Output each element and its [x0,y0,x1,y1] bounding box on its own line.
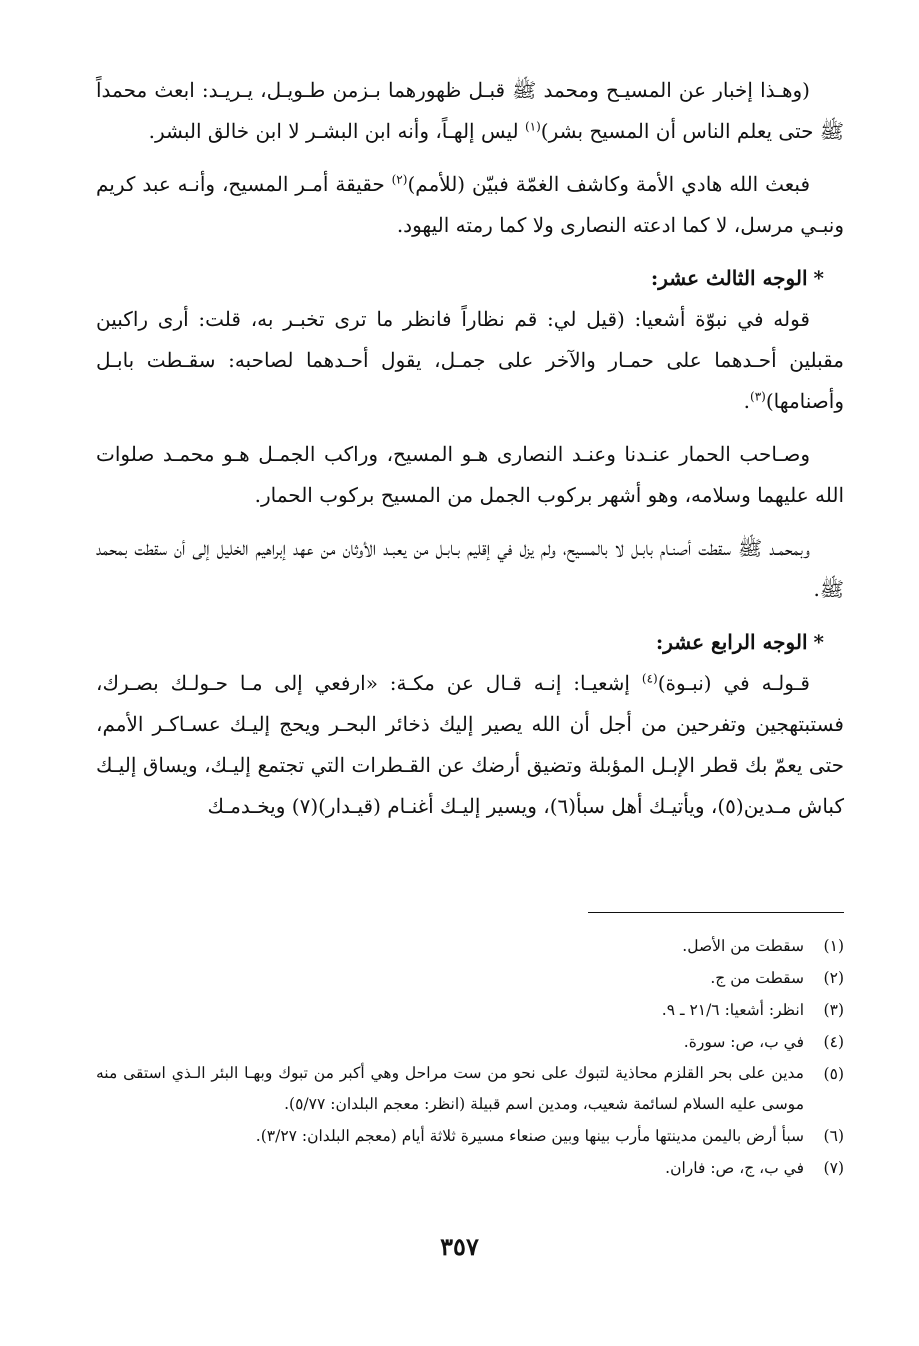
paragraph-3-tail: . [743,389,751,413]
footnote-text: مدين على بحر القلزم محاذية لتبوك على نحو من ست مراحل وهي أكبر من تبوك وبهـا البئر الـذي استقى منه موسى عليه السلام لسائمة شعيب، ومدين اسم قبيلة (انظر: معجم البلدان: ٥/٧٧). [96,1064,804,1113]
section-heading-13-text: الوجه الثالث عشر: [650,266,808,290]
paragraph-5 [96,528,844,610]
footnote-number: (٦) [823,1127,844,1145]
footnote-separator [588,912,844,913]
paragraph-6-tail: إشعيـا: إنـه قـال عن مكـة: «ارفعي إلى مـا حـولـك بصـرك، فستبتهجين وتفرحين من أجل أن الله يصير إليك ذخائر البحـر ويحج إليـك عسـاكـر الأمم، حتى يعمّ بك قطر الإبـل المؤبلة وتضيق أرضك عن القـطرات التي تجتمع إليـك، ويساق إليـك كباش مـدين(٥)، ويأتيـك أهل سبأ(٦)، ويسير إليـك أغنـام (قيـدار)(٧) ويخـدمـك [96,671,844,818]
footnote-item [96,930,844,962]
paragraph-1-text: (وهـذا إخبار عن المسيـح ومحمد ﷺ قبـل ظهورهما بـزمن طـويـل، يـريـد: ابعث محمداً ﷺ حتى يعلم الناس أن المسيح بشر) [96,78,844,143]
heading-star-icon: * [813,630,824,654]
footnote-number: (١) [823,937,844,955]
main-text [96,70,844,839]
paragraph-2-tail: حقيقة أمـر المسيح، وأنـه عبد كريم ونبـي مرسل، لا كما ادعته النصارى ولا كما رمته اليهود. [96,172,844,237]
footnote-item [96,1058,844,1120]
paragraph-2-text: فبعث الله هادي الأمة وكاشف الغمّة فبيّن (للأمم) [407,172,810,196]
paragraph-4 [96,434,844,516]
paragraph-6 [96,663,844,827]
footnote-text: في ب، ج، ص: فاران. [665,1159,804,1177]
footnote-item [96,994,844,1026]
page-number: ٣٥٧ [440,1232,479,1261]
footnote-item [96,1026,844,1058]
paragraph-1 [96,70,844,152]
paragraph-2 [96,164,844,246]
footnote-ref-3: (٣) [750,389,766,404]
footnote-item [96,962,844,994]
footnote-number: (٥) [823,1065,844,1083]
footnote-text: انظر: أشعيا: ٢١/٦ ـ ٩. [661,1001,804,1019]
section-heading-13 [96,258,844,299]
section-heading-14 [96,622,844,663]
section-heading-14-text: الوجه الرابع عشر: [655,630,808,654]
footnote-number: (٣) [823,1001,844,1019]
footnote-ref-2: (٢) [391,172,408,187]
footnote-item [96,1152,844,1184]
footnote-text: سقطت من ج. [710,969,804,987]
paragraph-3-text: قوله في نبوّة أشعيا: (قيل لي: قم نظاراً فانظر ما ترى تخبـر به، قلت: أرى راكبين مقبلين أحـدهما على حمـار والآخر على جمـل، يقول أحـدهما لصاحبه: سقـطت بابـل وأصنامها) [96,307,844,413]
footnote-item [96,1120,844,1152]
footnote-text: سقطت من الأصل. [682,937,804,955]
paragraph-3 [96,299,844,422]
paragraph-6-text: قـولـه في (نبـوة) [657,671,810,695]
footnote-text: في ب، ص: سورة. [683,1033,804,1051]
footnote-number: (٢) [823,969,844,987]
footnote-ref-4: (٤) [641,671,658,686]
footnote-number: (٧) [823,1159,844,1177]
footnotes [96,930,844,1184]
footnote-number: (٤) [823,1033,844,1051]
paragraph-1-tail: ليس إلهـاً، وأنه ابن البشـر لا ابن خالق البشر. [148,119,525,143]
footnote-text: سبأ أرض باليمن مدينتها مأرب بينها وبين صنعاء مسيرة ثلاثة أيام (معجم البلدان: ٣/٢٧). [255,1127,804,1145]
paragraph-5-text: وبمحمـد ﷺ سقطت أصنـام بابـل لا بالمسيح، ولم يزل في إقليم بـابـل من يعبـد الأوثان من عهد إبراهيم الخليل إلى أن سقطت بمحمد ﷺ. [96,536,844,601]
paragraph-4-text: وصـاحب الحمار عنـدنا وعنـد النصارى هـو المسيح، وراكب الجمـل هـو محمـد صلوات الله عليهما وسلامه، وهو أشهر بركوب الجمل من المسيح بركوب الحمار. [96,442,844,507]
footnote-ref-1: (١) [524,119,541,134]
heading-star-icon: * [813,266,824,290]
